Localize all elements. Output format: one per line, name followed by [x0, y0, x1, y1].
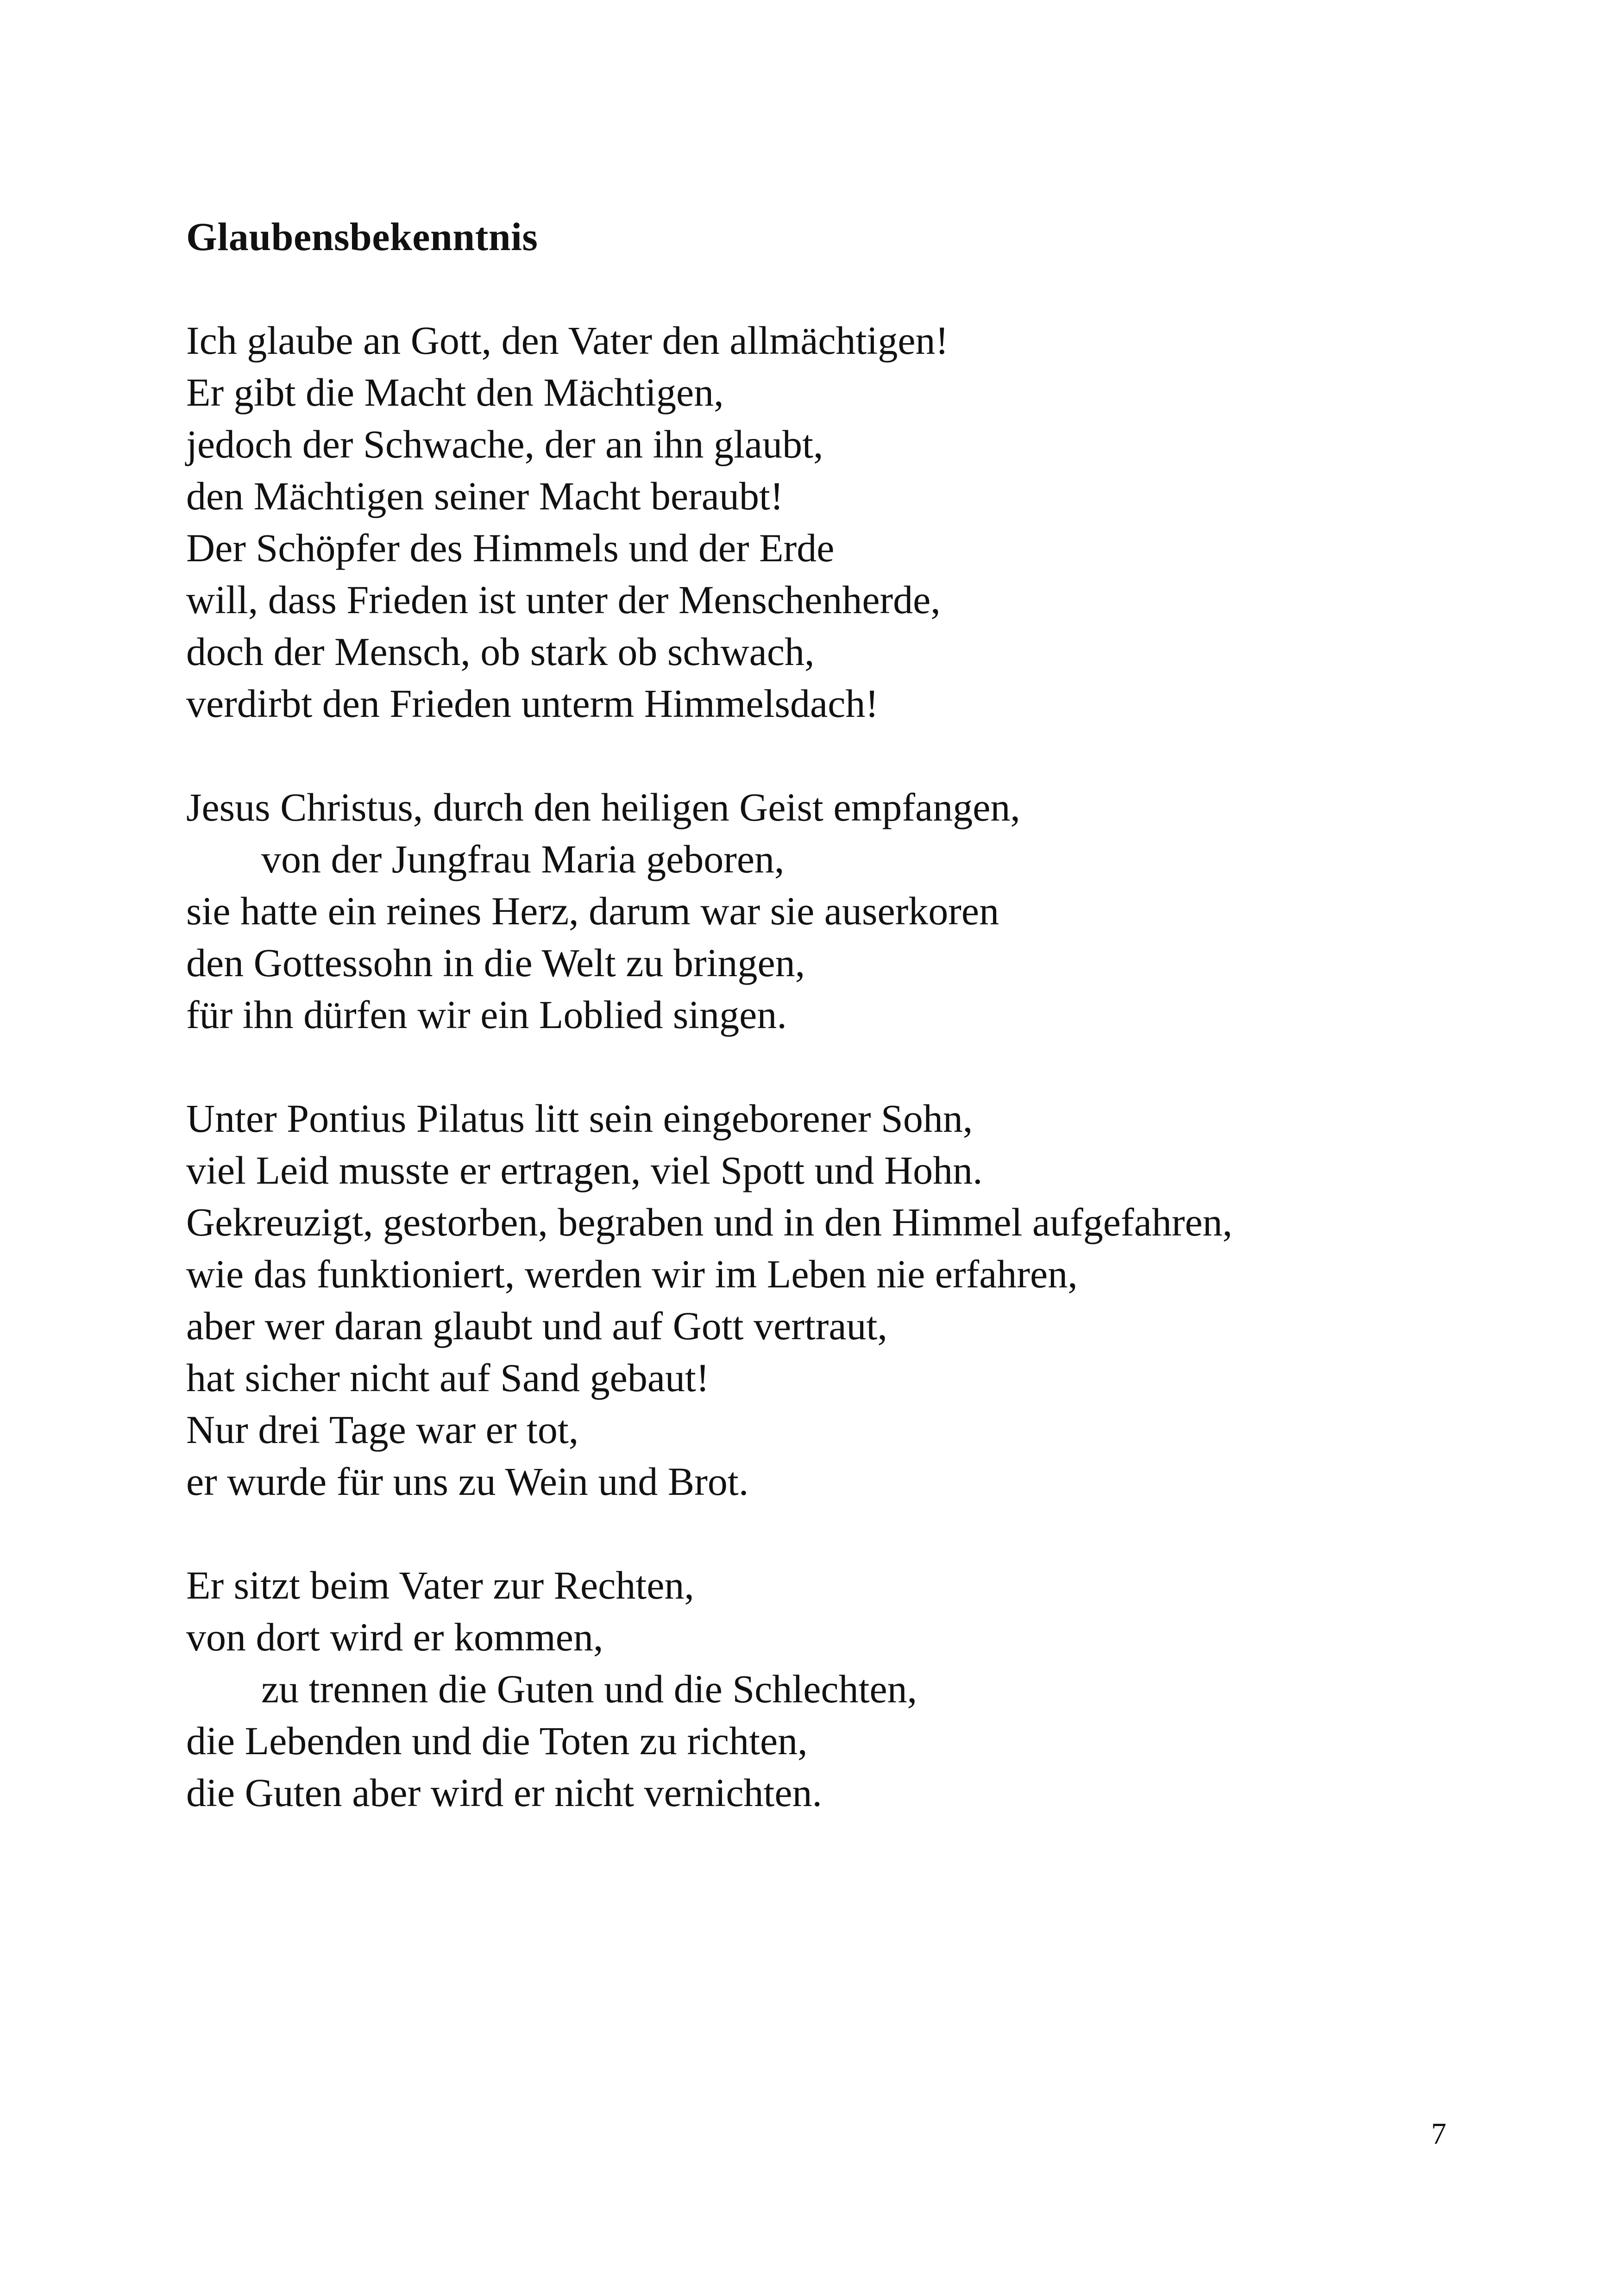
- poem-line: den Gottessohn in die Welt zu bringen,: [186, 941, 805, 985]
- poem-line: jedoch der Schwache, der an ihn glaubt,: [186, 422, 823, 466]
- poem-line: von dort wird er kommen,: [186, 1615, 603, 1659]
- poem-line: Gekreuzigt, gestorben, begraben und in den Himmel aufgefahren,: [186, 1200, 1233, 1244]
- poem-title: Glaubensbekenntnis: [186, 214, 538, 259]
- poem-line: Nur drei Tage war er tot,: [186, 1407, 579, 1452]
- stanza-1: [186, 314, 1529, 729]
- poem-line: verdirbt den Frieden unterm Himmelsdach!: [186, 681, 879, 726]
- poem-line: wie das funktioniert, werden wir im Leben nie erfahren,: [186, 1252, 1078, 1296]
- poem-line: doch der Mensch, ob stark ob schwach,: [186, 629, 815, 674]
- stanza-3: [186, 1092, 1529, 1507]
- poem-line-indented: von der Jungfrau Maria geboren,: [261, 837, 785, 881]
- poem-line-indented: zu trennen die Guten und die Schlechten,: [261, 1667, 917, 1711]
- poem-content: [186, 211, 1529, 1819]
- poem-line: die Lebenden und die Toten zu richten,: [186, 1719, 808, 1763]
- poem-line: hat sicher nicht auf Sand gebaut!: [186, 1355, 710, 1400]
- poem-line: sie hatte ein reines Herz, darum war sie auserkoren: [186, 889, 999, 933]
- poem-line: Ich glaube an Gott, den Vater den allmächtigen!: [186, 318, 949, 363]
- poem-line: viel Leid musste er ertragen, viel Spott und Hohn.: [186, 1148, 983, 1192]
- poem-line: Er sitzt beim Vater zur Rechten,: [186, 1563, 694, 1607]
- page-number: 7: [1431, 2117, 1446, 2151]
- poem-line: Der Schöpfer des Himmels und der Erde: [186, 526, 835, 570]
- stanza-2: [186, 781, 1529, 1041]
- poem-line: aber wer daran glaubt und auf Gott vertraut,: [186, 1304, 887, 1348]
- poem-line: Er gibt die Macht den Mächtigen,: [186, 370, 724, 414]
- poem-line: für ihn dürfen wir ein Loblied singen.: [186, 992, 787, 1037]
- poem-line: Jesus Christus, durch den heiligen Geist empfangen,: [186, 785, 1020, 829]
- poem-line: will, dass Frieden ist unter der Menschenherde,: [186, 577, 941, 622]
- poem-line: Unter Pontius Pilatus litt sein eingeborener Sohn,: [186, 1096, 973, 1141]
- poem-line: er wurde für uns zu Wein und Brot.: [186, 1459, 749, 1504]
- poem-line: die Guten aber wird er nicht vernichten.: [186, 1770, 823, 1815]
- poem-line: den Mächtigen seiner Macht beraubt!: [186, 474, 784, 518]
- stanza-4: [186, 1559, 1529, 1819]
